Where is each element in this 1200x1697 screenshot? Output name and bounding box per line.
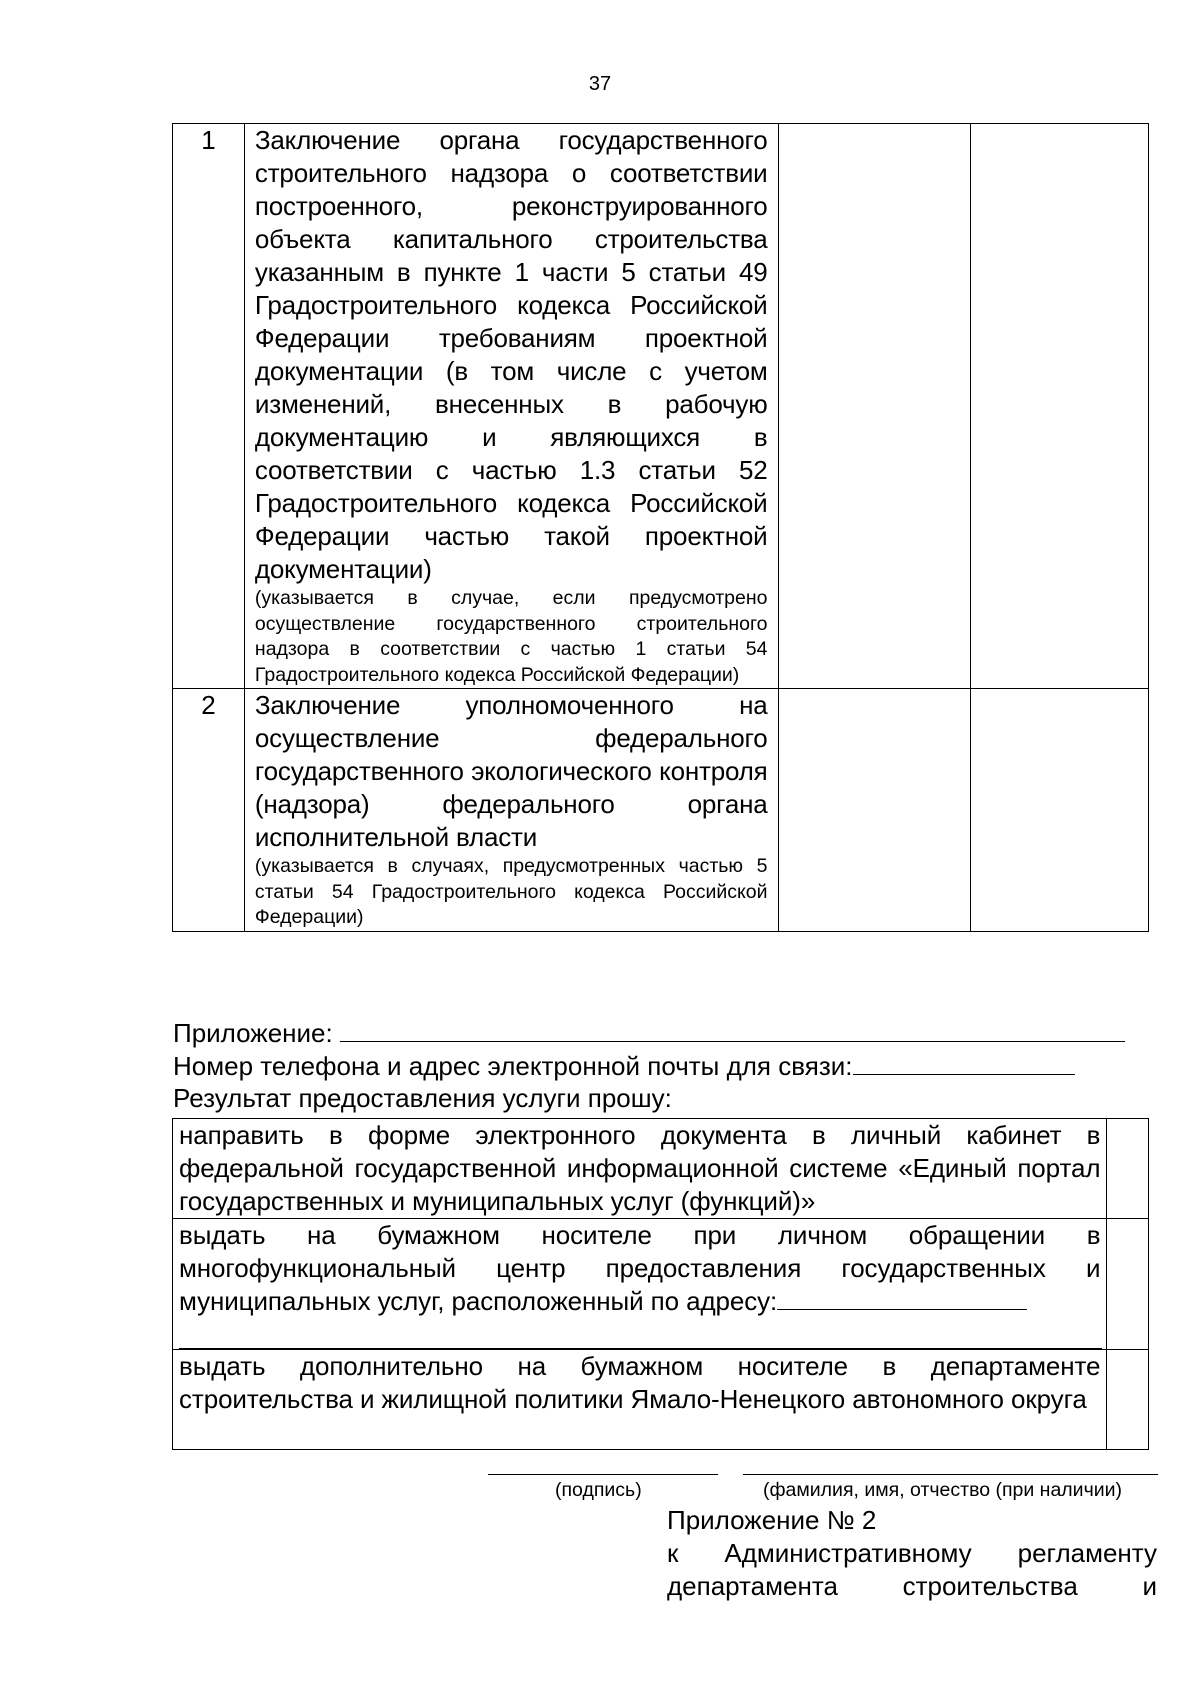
option-text: направить в форме электронного документа в личный кабинет в федеральной государственной информационной системе «Единый портал государственных и муниципальных услуг (функций)» — [173, 1119, 1107, 1219]
empty-cell[interactable] — [778, 124, 971, 689]
attachment-line — [173, 1016, 1125, 1050]
name-line[interactable] — [743, 1474, 1158, 1475]
option-checkbox[interactable] — [1107, 1350, 1149, 1450]
empty-cell[interactable] — [778, 689, 971, 932]
row-description — [244, 689, 778, 932]
appendix-line-1: к Административному регламенту — [667, 1538, 1157, 1568]
row-number: 2 — [173, 689, 245, 932]
row-number: 1 — [173, 124, 245, 689]
attachment-label: Приложение: — [173, 1018, 333, 1048]
documents-table — [172, 123, 1149, 932]
row-main-text: Заключение уполномоченного на осуществление федерального государственного экологического контроля (надзора) федерального органа исполнительной власти — [254, 690, 768, 852]
row-note-text: (указывается в случае, если предусмотрено осуществление государственного строительного надзора в соответствии с частью 1 статьи 54 Градостроительного кодекса Российской Федерации) — [254, 587, 768, 686]
option-row — [173, 1119, 1149, 1219]
result-options-table — [172, 1118, 1149, 1450]
row-description — [244, 124, 778, 689]
option-text: выдать дополнительно на бумажном носителе в департаменте строительства и жилищной политики Ямало-Ненецкого автономного округа — [173, 1350, 1107, 1450]
option-row — [173, 1350, 1149, 1450]
empty-cell[interactable] — [971, 124, 1149, 689]
appendix-line-2: департамента строительства и — [667, 1571, 1157, 1601]
address-field[interactable] — [777, 1287, 1027, 1310]
option-cell — [173, 1219, 1107, 1350]
page-number: 37 — [588, 73, 612, 95]
signature-caption: (подпись) — [555, 1479, 642, 1501]
contact-line — [173, 1049, 1075, 1083]
option-checkbox[interactable] — [1107, 1119, 1149, 1219]
table-row — [173, 124, 1149, 689]
option-text: выдать на бумажном носителе при личном обращении в многофункциональный центр предоставления государственных и муниципальных услуг, расположенный по адресу: — [179, 1220, 1101, 1316]
appendix-title: Приложение № 2 — [667, 1505, 877, 1535]
table-row — [173, 689, 1149, 932]
empty-cell[interactable] — [971, 689, 1149, 932]
name-caption: (фамилия, имя, отчество (при наличии) — [763, 1479, 1123, 1501]
result-label: Результат предоставления услуги прошу: — [173, 1083, 672, 1113]
attachment-field[interactable] — [340, 1016, 1125, 1042]
contact-label: Номер телефона и адрес электронной почты для связи: — [173, 1051, 853, 1081]
option-checkbox[interactable] — [1107, 1219, 1149, 1350]
row-main-text: Заключение органа государственного строительного надзора о соответствии построенного, реконструированного объекта капитального строительства указанным в пункте 1 части 5 статьи 49 Градостроительного кодекса Российской Федерации требованиям проектной документации (в том числе с учетом изменений, внесенных в рабочую документацию и являющихся в соответствии с частью 1.3 статьи 52 Градостроительного кодекса Российской Федерации частью такой проектной документации) — [254, 125, 768, 584]
option-row — [173, 1219, 1149, 1350]
address-field-line[interactable] — [179, 1318, 1102, 1349]
signature-line[interactable] — [488, 1474, 718, 1475]
contact-field[interactable] — [853, 1049, 1075, 1075]
row-note-text: (указывается в случаях, предусмотренных частью 5 статьи 54 Градостроительного кодекса Российской Федерации) — [254, 855, 768, 928]
